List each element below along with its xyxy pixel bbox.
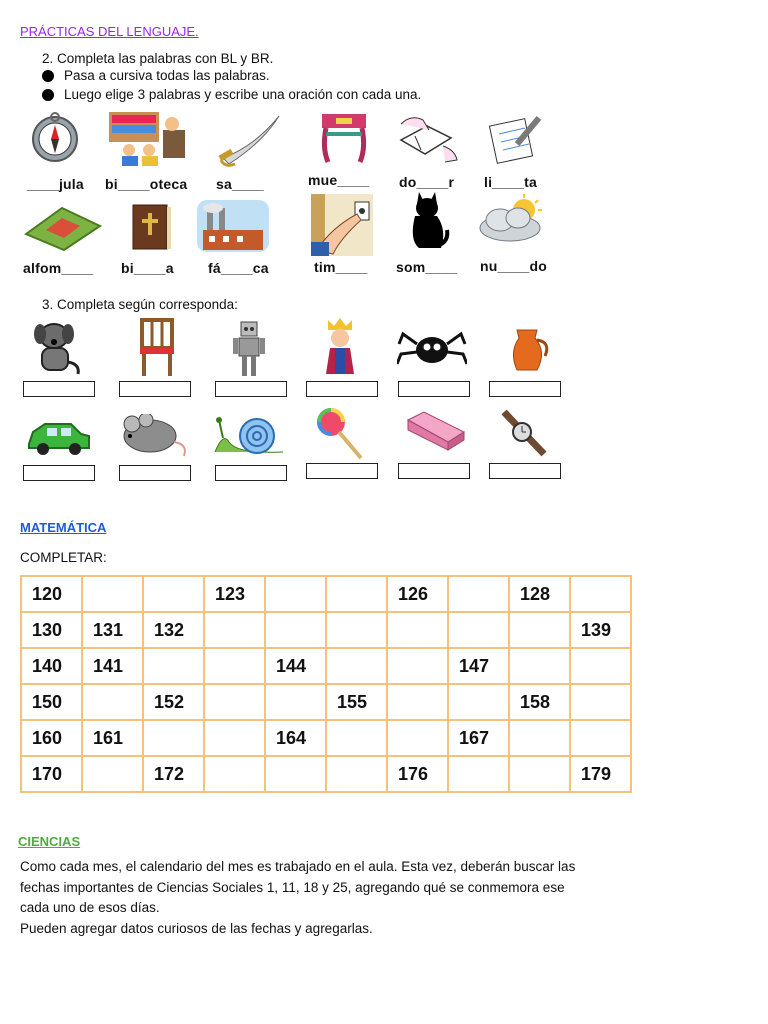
grid-cell-blank[interactable] — [570, 720, 631, 756]
ciencias-paragraph — [20, 857, 575, 939]
grid-cell-blank[interactable] — [265, 576, 326, 612]
grid-cell-number: 144 — [265, 648, 326, 684]
answer-input[interactable] — [23, 381, 95, 397]
grid-cell-number: 164 — [265, 720, 326, 756]
word-fill: fá____ca — [208, 260, 269, 276]
grid-cell-blank[interactable] — [326, 576, 387, 612]
grid-cell-number: 155 — [326, 684, 387, 720]
grid-cell-blank[interactable] — [509, 756, 570, 792]
answer-input[interactable] — [119, 381, 191, 397]
grid-cell-number: 161 — [82, 720, 143, 756]
saber-icon — [215, 112, 285, 168]
grid-cell-number: 152 — [143, 684, 204, 720]
factory-icon — [197, 200, 269, 256]
grid-cell-blank[interactable] — [387, 648, 448, 684]
grid-cell-blank[interactable] — [570, 648, 631, 684]
paragraph-line: fechas importantes de Ciencias Sociales 1, 11, 18 y 25, agregando qué se conmemora ese — [20, 879, 565, 895]
grid-cell-number: 158 — [509, 684, 570, 720]
grid-cell-number: 147 — [448, 648, 509, 684]
grid-cell-blank[interactable] — [509, 648, 570, 684]
folding-paper-icon — [393, 110, 461, 166]
grid-cell-number: 160 — [21, 720, 82, 756]
grid-cell-blank[interactable] — [448, 612, 509, 648]
instruction-item-3: 3. Completa según corresponda: — [42, 297, 238, 312]
grid-cell-number: 123 — [204, 576, 265, 612]
notepad-icon — [487, 112, 543, 164]
bullet-dot — [42, 89, 54, 101]
grid-row — [21, 684, 631, 720]
cat-silhouette-icon — [407, 190, 451, 254]
grid-cell-blank[interactable] — [326, 612, 387, 648]
grid-cell-blank[interactable] — [204, 648, 265, 684]
compass-icon — [30, 112, 80, 164]
grid-cell-blank[interactable] — [204, 684, 265, 720]
word-fill: alfom____ — [23, 260, 94, 276]
answer-input[interactable] — [119, 465, 191, 481]
word-fill: ____jula — [27, 176, 84, 192]
word-fill: bi____oteca — [105, 176, 188, 192]
grid-cell-blank[interactable] — [509, 720, 570, 756]
lollipop-icon — [315, 406, 365, 460]
word-fill: mue____ — [308, 172, 370, 188]
grid-row — [21, 720, 631, 756]
answer-input[interactable] — [489, 381, 561, 397]
grid-cell-blank[interactable] — [448, 576, 509, 612]
grid-cell-blank[interactable] — [265, 684, 326, 720]
grid-cell-blank[interactable] — [82, 756, 143, 792]
grid-cell-blank[interactable] — [143, 576, 204, 612]
section-title-matematica: MATEMÁTICA — [20, 520, 107, 535]
grid-cell-blank[interactable] — [570, 684, 631, 720]
word-fill: li____ta — [484, 174, 537, 190]
grid-cell-blank[interactable] — [570, 576, 631, 612]
bullet-dot — [42, 70, 54, 82]
grid-cell-number: 167 — [448, 720, 509, 756]
grid-cell-blank[interactable] — [204, 612, 265, 648]
bullet-2 — [42, 87, 421, 102]
word-fill: som____ — [396, 259, 458, 275]
grid-cell-blank[interactable] — [326, 756, 387, 792]
answer-input[interactable] — [215, 381, 287, 397]
cloud-sun-icon — [472, 194, 552, 246]
grid-cell-blank[interactable] — [326, 648, 387, 684]
grid-cell-number: 172 — [143, 756, 204, 792]
jug-icon — [507, 326, 551, 374]
word-fill: nu____do — [480, 258, 547, 274]
answer-input[interactable] — [398, 381, 470, 397]
answer-input[interactable] — [215, 465, 287, 481]
bible-icon — [129, 201, 173, 255]
king-icon — [320, 318, 360, 378]
grid-cell-blank[interactable] — [387, 720, 448, 756]
word-fill: bi____a — [121, 260, 174, 276]
grid-cell-blank[interactable] — [387, 612, 448, 648]
grid-cell-blank[interactable] — [204, 756, 265, 792]
rug-icon — [22, 204, 104, 252]
grid-cell-blank[interactable] — [82, 684, 143, 720]
grid-cell-number: 132 — [143, 612, 204, 648]
answer-input[interactable] — [23, 465, 95, 481]
grid-row — [21, 756, 631, 792]
grid-cell-blank[interactable] — [143, 648, 204, 684]
grid-cell-blank[interactable] — [265, 612, 326, 648]
eraser-icon — [402, 408, 468, 454]
spider-icon — [397, 330, 467, 370]
bullet-text: Luego elige 3 palabras y escribe una oración con cada una. — [64, 87, 422, 102]
snail-icon — [213, 412, 287, 458]
answer-input[interactable] — [306, 463, 378, 479]
grid-cell-blank[interactable] — [143, 720, 204, 756]
instruction-item-2: 2. Completa las palabras con BL y BR. — [42, 51, 274, 66]
paragraph-line: Como cada mes, el calendario del mes es trabajado en el aula. Esta vez, deberán buscar las — [20, 859, 576, 874]
grid-cell-number: 126 — [387, 576, 448, 612]
answer-input[interactable] — [306, 381, 378, 397]
grid-cell-number: 139 — [570, 612, 631, 648]
section-title-lenguaje: PRÁCTICAS DEL LENGUAJE. — [20, 24, 199, 39]
chair-icon — [138, 318, 178, 378]
grid-cell-number: 176 — [387, 756, 448, 792]
mouse-icon — [118, 414, 190, 460]
grid-cell-number: 150 — [21, 684, 82, 720]
word-fill: do____r — [399, 174, 455, 190]
grid-cell-number: 120 — [21, 576, 82, 612]
doorbell-icon — [311, 194, 373, 256]
furniture-icon — [318, 110, 370, 166]
grid-row — [21, 576, 631, 612]
grid-cell-number: 131 — [82, 612, 143, 648]
math-instruction: COMPLETAR: — [20, 550, 107, 565]
grid-cell-blank[interactable] — [265, 756, 326, 792]
answer-input[interactable] — [398, 463, 470, 479]
library-icon — [107, 110, 187, 166]
grid-cell-blank[interactable] — [448, 684, 509, 720]
grid-cell-number: 170 — [21, 756, 82, 792]
word-fill: sa____ — [216, 176, 264, 192]
grid-row — [21, 612, 631, 648]
grid-cell-number: 141 — [82, 648, 143, 684]
grid-cell-blank[interactable] — [387, 684, 448, 720]
grid-cell-blank[interactable] — [326, 720, 387, 756]
word-fill: tim____ — [314, 259, 368, 275]
robot-icon — [233, 320, 265, 378]
grid-cell-number: 128 — [509, 576, 570, 612]
bullet-1 — [42, 68, 270, 83]
number-grid — [20, 575, 632, 793]
grid-row — [21, 648, 631, 684]
paragraph-line: Pueden agregar datos curiosos de las fechas y agregarlas. — [20, 920, 373, 936]
watch-icon — [500, 408, 548, 458]
grid-cell-blank[interactable] — [509, 612, 570, 648]
car-icon — [25, 418, 93, 458]
answer-input[interactable] — [489, 463, 561, 479]
grid-cell-blank[interactable] — [82, 576, 143, 612]
section-title-ciencias: CIENCIAS — [18, 834, 81, 849]
grid-cell-blank[interactable] — [448, 756, 509, 792]
grid-cell-number: 179 — [570, 756, 631, 792]
grid-cell-number: 130 — [21, 612, 82, 648]
paragraph-line: cada uno de esos días. — [20, 900, 160, 915]
bullet-text: Pasa a cursiva todas las palabras. — [64, 68, 270, 83]
dog-icon — [30, 318, 86, 378]
grid-cell-number: 140 — [21, 648, 82, 684]
grid-cell-blank[interactable] — [204, 720, 265, 756]
